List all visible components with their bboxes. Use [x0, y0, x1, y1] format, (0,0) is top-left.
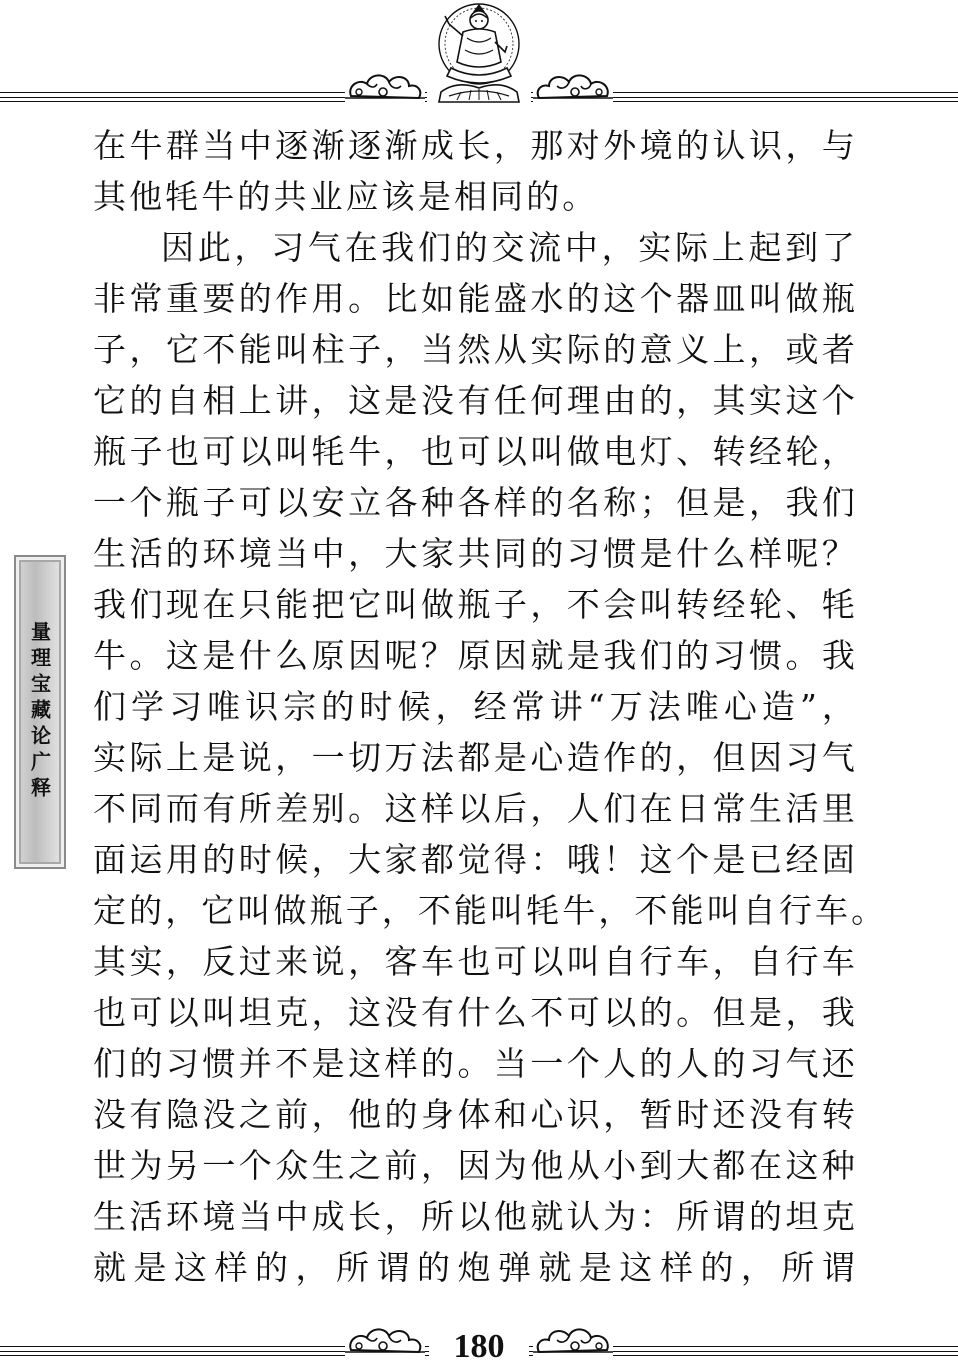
text-line: 们的习惯并不是这样的。当一个人的人的习气还 — [93, 1044, 858, 1083]
text-line: 也可以叫坦克，这没有什么不可以的。但是，我 — [93, 993, 858, 1032]
text-line: 非常重要的作用。比如能盛水的这个器皿叫做瓶 — [93, 279, 858, 318]
text-line: 在牛群当中逐渐逐渐成长，那对外境的认识，与 — [93, 126, 858, 165]
book-title-vertical: 量理宝藏论广释 — [27, 621, 52, 803]
text-line: 实际上是说，一切万法都是心造作的，但因习气 — [93, 738, 858, 777]
page-number: 180 — [429, 1327, 529, 1367]
text-line: 生活环境当中成长，所以他就认为：所谓的坦克 — [93, 1197, 858, 1236]
text-line: 世为另一个众生之前，因为他从小到大都在这种 — [93, 1146, 858, 1185]
text-line: 我们现在只能把它叫做瓶子，不会叫转经轮、牦 — [93, 585, 858, 624]
text-line: 们学习唯识宗的时候，经常讲“万法唯心造”， — [93, 687, 858, 726]
buddha-figure-icon — [427, 2, 531, 106]
page-header — [0, 0, 958, 120]
body-text — [93, 120, 888, 1293]
text-line: 其实，反过来说，客车也可以叫自行车，自行车 — [93, 942, 858, 981]
paragraph-first-line: 因此，习气在我们的交流中，实际上起到了 — [161, 228, 858, 267]
cloud-scroll-icon — [533, 68, 613, 104]
cloud-scroll-icon — [345, 68, 425, 104]
text-line: 一个瓶子可以安立各种各样的名称；但是，我们 — [93, 483, 858, 522]
text-line: 面运用的时候，大家都觉得：哦！这个是已经固 — [93, 840, 858, 879]
text-line: 就是这样的，所谓的炮弹就是这样的，所谓 — [93, 1248, 858, 1287]
text-line: 瓶子也可以叫牦牛，也可以叫做电灯、转经轮， — [93, 432, 858, 471]
text-line: 牛。这是什么原因呢？原因就是我们的习惯。我 — [93, 636, 858, 675]
text-line: 定的，它叫做瓶子，不能叫牦牛，不能叫自行车。 — [93, 891, 888, 930]
cloud-scroll-icon — [533, 1322, 613, 1358]
text-line: 生活的环境当中，大家共同的习惯是什么样呢？ — [93, 534, 858, 573]
text-line: 子，它不能叫柱子，当然从实际的意义上，或者 — [93, 330, 858, 369]
text-line: 它的自相上讲，这是没有任何理由的，其实这个 — [93, 381, 858, 420]
text-line: 其他牦牛的共业应该是相同的。 — [93, 177, 599, 216]
text-line: 不同而有所差别。这样以后，人们在日常生活里 — [93, 789, 858, 828]
text-line: 没有隐没之前，他的身体和心识，暂时还没有转 — [93, 1095, 858, 1134]
side-tab — [14, 555, 66, 869]
cloud-scroll-icon — [345, 1322, 425, 1358]
